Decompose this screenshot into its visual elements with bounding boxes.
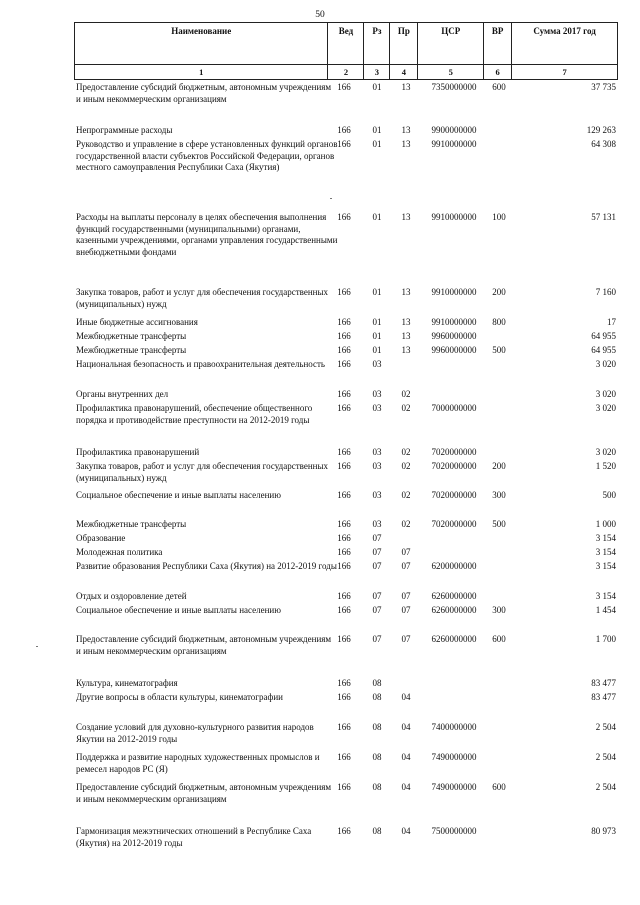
column-number: 1	[75, 65, 328, 80]
row-sum: 1 454	[595, 605, 616, 615]
row-pr: 02	[401, 490, 411, 500]
row-ved: 166	[337, 359, 351, 369]
header-ved: Вед	[328, 23, 364, 65]
row-ved: 166	[337, 389, 351, 399]
row-name: Другие вопросы в области культуры, кинематографии	[76, 692, 283, 702]
row-vr: 200	[492, 287, 506, 297]
row-ved: 166	[337, 331, 351, 341]
row-csr: 9960000000	[431, 345, 477, 355]
row-rz: 01	[372, 212, 382, 222]
row-csr: 9910000000	[431, 287, 477, 297]
row-ved: 166	[337, 461, 351, 471]
row-pr: 13	[401, 317, 411, 327]
row-name: Культура, кинематография	[76, 678, 178, 688]
column-number: 2	[328, 65, 364, 80]
row-name: Предоставление субсидий бюджетным, автономным учреждениям и иным некоммерческим организациям	[76, 82, 332, 104]
row-vr: 600	[492, 634, 506, 644]
row-name: Межбюджетные трансферты	[76, 331, 187, 341]
scan-speck	[330, 198, 332, 199]
row-rz: 07	[372, 547, 382, 557]
row-name: Органы внутренних дел	[76, 389, 169, 399]
row-pr: 13	[401, 212, 411, 222]
row-rz: 01	[372, 317, 382, 327]
row-rz: 01	[372, 345, 382, 355]
row-rz: 01	[372, 82, 382, 92]
row-ved: 166	[337, 519, 351, 529]
row-pr: 04	[401, 782, 411, 792]
row-pr: 13	[401, 331, 411, 341]
row-csr: 7020000000	[431, 447, 477, 457]
row-csr: 7500000000	[431, 826, 477, 836]
header-vr: ВР	[484, 23, 512, 65]
row-pr: 13	[401, 345, 411, 355]
page-number: 50	[315, 10, 325, 20]
row-rz: 01	[372, 287, 382, 297]
row-name: Расходы на выплаты персоналу в целях обеспечения выполнения функций государственными (муниципальными) органами, казенными учреждениями, органами управления государственными внебюджетными фондами	[76, 212, 338, 257]
row-rz: 08	[372, 722, 382, 732]
row-ved: 166	[337, 345, 351, 355]
row-sum: 64 955	[591, 345, 616, 355]
row-ved: 166	[337, 212, 351, 222]
row-sum: 83 477	[591, 678, 616, 688]
row-name: Профилактика правонарушений, обеспечение общественного порядка и противодействие преступности на 2012-2019 годы	[76, 403, 313, 425]
row-ved: 166	[337, 634, 351, 644]
row-name: Поддержка и развитие народных художественных промыслов и ремесел народов РС (Я)	[76, 752, 320, 774]
row-name: Образование	[76, 533, 126, 543]
row-vr: 800	[492, 317, 506, 327]
row-sum: 129 263	[586, 125, 616, 135]
column-number: 3	[364, 65, 390, 80]
row-rz: 03	[372, 447, 382, 457]
row-rz: 01	[372, 139, 382, 149]
row-csr: 7000000000	[431, 403, 477, 413]
header-sum: Сумма 2017 год	[512, 23, 618, 65]
header-csr: ЦСР	[418, 23, 484, 65]
row-name: Молодежная политика	[76, 547, 163, 557]
row-rz: 03	[372, 389, 382, 399]
row-name: Межбюджетные трансферты	[76, 345, 187, 355]
row-pr: 13	[401, 125, 411, 135]
row-pr: 07	[401, 591, 411, 601]
row-ved: 166	[337, 591, 351, 601]
row-pr: 02	[401, 403, 411, 413]
row-csr: 6260000000	[431, 591, 477, 601]
row-sum: 1 000	[595, 519, 616, 529]
row-csr: 9900000000	[431, 125, 477, 135]
row-pr: 02	[401, 461, 411, 471]
row-rz: 07	[372, 634, 382, 644]
row-vr: 600	[492, 782, 506, 792]
row-rz: 08	[372, 782, 382, 792]
row-sum: 57 131	[591, 212, 616, 222]
row-name: Социальное обеспечение и иные выплаты населению	[76, 605, 281, 615]
row-csr: 7400000000	[431, 722, 477, 732]
row-pr: 04	[401, 722, 411, 732]
row-sum: 64 308	[591, 139, 616, 149]
row-csr: 7020000000	[431, 519, 477, 529]
row-pr: 02	[401, 519, 411, 529]
row-rz: 01	[372, 125, 382, 135]
row-pr: 13	[401, 82, 411, 92]
header-name: Наименование	[75, 23, 328, 65]
row-sum: 7 160	[595, 287, 616, 297]
row-name: Непрограммные расходы	[76, 125, 173, 135]
row-pr: 04	[401, 826, 411, 836]
row-sum: 83 477	[591, 692, 616, 702]
row-ved: 166	[337, 490, 351, 500]
row-csr: 6260000000	[431, 605, 477, 615]
row-sum: 3 020	[595, 389, 616, 399]
row-rz: 07	[372, 533, 382, 543]
row-sum: 3 020	[595, 447, 616, 457]
row-sum: 17	[607, 317, 616, 327]
row-rz: 03	[372, 490, 382, 500]
row-pr: 02	[401, 447, 411, 457]
row-pr: 04	[401, 692, 411, 702]
row-ved: 166	[337, 692, 351, 702]
row-pr: 04	[401, 752, 411, 762]
row-ved: 166	[337, 722, 351, 732]
header-pr: Пр	[390, 23, 418, 65]
row-ved: 166	[337, 403, 351, 413]
row-name: Национальная безопасность и правоохранительная деятельность	[76, 359, 326, 369]
row-ved: 166	[337, 826, 351, 836]
row-pr: 13	[401, 287, 411, 297]
row-rz: 07	[372, 561, 382, 571]
row-name: Закупка товаров, работ и услуг для обеспечения государственных (муниципальных) нужд	[76, 287, 329, 309]
row-csr: 7020000000	[431, 461, 477, 471]
row-sum: 37 735	[591, 82, 616, 92]
row-name: Отдых и оздоровление детей	[76, 591, 187, 601]
column-number: 4	[390, 65, 418, 80]
row-ved: 166	[337, 752, 351, 762]
row-csr: 9910000000	[431, 139, 477, 149]
row-csr: 9910000000	[431, 317, 477, 327]
row-csr: 6200000000	[431, 561, 477, 571]
row-rz: 08	[372, 692, 382, 702]
row-ved: 166	[337, 82, 351, 92]
row-rz: 01	[372, 331, 382, 341]
row-sum: 3 020	[595, 403, 616, 413]
row-pr: 02	[401, 389, 411, 399]
row-sum: 3 154	[595, 533, 616, 543]
header-rz: Рз	[364, 23, 390, 65]
row-name: Закупка товаров, работ и услуг для обеспечения государственных (муниципальных) нужд	[76, 461, 329, 483]
row-vr: 600	[492, 82, 506, 92]
row-csr: 7490000000	[431, 752, 477, 762]
row-csr: 6260000000	[431, 634, 477, 644]
column-number: 6	[484, 65, 512, 80]
row-ved: 166	[337, 125, 351, 135]
row-csr: 9960000000	[431, 331, 477, 341]
row-rz: 03	[372, 359, 382, 369]
row-name: Межбюджетные трансферты	[76, 519, 187, 529]
row-vr: 500	[492, 345, 506, 355]
row-ved: 166	[337, 317, 351, 327]
row-rz: 08	[372, 752, 382, 762]
row-ved: 166	[337, 782, 351, 792]
row-name: Развитие образования Республики Саха (Якутия) на 2012-2019 годы	[76, 561, 337, 571]
row-sum: 500	[602, 490, 616, 500]
row-name: Создание условий для духовно-культурного развития народов Якутии на 2012-2019 годы	[76, 722, 314, 744]
row-vr: 200	[492, 461, 506, 471]
row-ved: 166	[337, 605, 351, 615]
row-name: Иные бюджетные ассигнования	[76, 317, 198, 327]
row-csr: 9910000000	[431, 212, 477, 222]
row-name: Социальное обеспечение и иные выплаты населению	[76, 490, 281, 500]
row-pr: 13	[401, 139, 411, 149]
row-ved: 166	[337, 287, 351, 297]
row-vr: 300	[492, 605, 506, 615]
row-sum: 3 020	[595, 359, 616, 369]
table-header	[74, 22, 618, 80]
row-sum: 1 520	[595, 461, 616, 471]
column-number: 7	[512, 65, 618, 80]
row-sum: 1 700	[595, 634, 616, 644]
row-csr: 7020000000	[431, 490, 477, 500]
row-pr: 07	[401, 561, 411, 571]
column-number: 5	[418, 65, 484, 80]
row-pr: 07	[401, 634, 411, 644]
row-rz: 03	[372, 519, 382, 529]
row-sum: 64 955	[591, 331, 616, 341]
row-sum: 3 154	[595, 591, 616, 601]
row-vr: 500	[492, 519, 506, 529]
row-rz: 03	[372, 461, 382, 471]
row-name: Предоставление субсидий бюджетным, автономным учреждениям и иным некоммерческим организациям	[76, 634, 332, 656]
row-sum: 2 504	[595, 722, 616, 732]
row-ved: 166	[337, 561, 351, 571]
row-name: Предоставление субсидий бюджетным, автономным учреждениям и иным некоммерческим организациям	[76, 782, 332, 804]
row-ved: 166	[337, 447, 351, 457]
row-vr: 100	[492, 212, 506, 222]
row-csr: 7350000000	[431, 82, 477, 92]
row-sum: 3 154	[595, 561, 616, 571]
row-rz: 07	[372, 591, 382, 601]
row-rz: 03	[372, 403, 382, 413]
row-sum: 80 973	[591, 826, 616, 836]
row-ved: 166	[337, 678, 351, 688]
row-sum: 2 504	[595, 752, 616, 762]
row-sum: 2 504	[595, 782, 616, 792]
row-name: Профилактика правонарушений	[76, 447, 200, 457]
row-rz: 08	[372, 678, 382, 688]
row-name: Гармонизация межэтнических отношений в Республике Саха (Якутия) на 2012-2019 годы	[76, 826, 312, 848]
scan-speck	[36, 646, 38, 647]
row-vr: 300	[492, 490, 506, 500]
row-pr: 07	[401, 605, 411, 615]
row-sum: 3 154	[595, 547, 616, 557]
row-name: Руководство и управление в сфере установленных функций органов государственной власти субъектов Российской Федерации, органов местного самоуправления Республики Саха (Якутия)	[76, 139, 338, 172]
row-ved: 166	[337, 139, 351, 149]
row-rz: 07	[372, 605, 382, 615]
row-rz: 08	[372, 826, 382, 836]
row-ved: 166	[337, 547, 351, 557]
row-pr: 07	[401, 547, 411, 557]
row-csr: 7490000000	[431, 782, 477, 792]
row-ved: 166	[337, 533, 351, 543]
